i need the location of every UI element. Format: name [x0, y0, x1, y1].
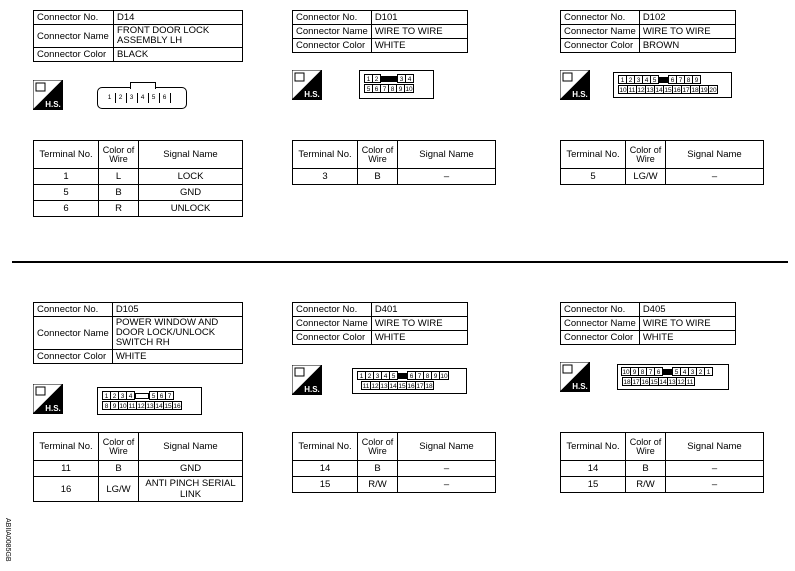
terminal-pin: 19 — [700, 87, 708, 94]
connector-face-d101 — [359, 70, 434, 99]
hs-icon — [560, 362, 590, 392]
terminal-pin: 10 — [440, 373, 448, 380]
terminal-pin: 5 — [672, 367, 681, 376]
wire-cell: B — [358, 461, 398, 477]
wire-cell: R/W — [626, 477, 666, 493]
connector-no-label: Connector No. — [561, 303, 640, 317]
terminal-pin: 4 — [126, 391, 135, 400]
connector-no-label: Connector No. — [293, 11, 372, 25]
terminal-cell: 16 — [34, 477, 99, 502]
color-of-wire-header: Color of Wire — [99, 433, 139, 461]
connector-color-label: Connector Color — [293, 39, 372, 53]
connector-color-value: WHITE — [371, 331, 467, 345]
connector-color-label: Connector Color — [293, 331, 372, 345]
connector-no-value: D405 — [639, 303, 735, 317]
connector-no-label: Connector No. — [34, 303, 113, 317]
terminal-pin: 15 — [650, 379, 658, 386]
hs-icon — [292, 70, 322, 100]
terminal-pin: 2 — [115, 93, 127, 103]
svg-text:H.S.: H.S. — [304, 90, 320, 99]
color-of-wire-header: Color of Wire — [99, 141, 139, 169]
terminal-pin: 7 — [380, 84, 389, 93]
signal-table-d105 — [33, 432, 243, 502]
terminal-no-header: Terminal No. — [561, 433, 626, 461]
connector-d401-info — [292, 302, 468, 345]
connector-color-label: Connector Color — [34, 48, 114, 62]
connector-name-value: WIRE TO WIRE — [639, 25, 735, 39]
connector-color-label: Connector Color — [34, 350, 113, 364]
terminal-pin: 8 — [423, 371, 432, 380]
signal-name-header: Signal Name — [398, 141, 496, 169]
terminal-pin: 12 — [137, 403, 145, 410]
connector-name-label: Connector Name — [34, 317, 113, 350]
terminal-pin: 17 — [632, 379, 640, 386]
terminal-pin: 13 — [146, 403, 154, 410]
signal-cell: GND — [139, 461, 243, 477]
terminal-pin: 1 — [102, 391, 111, 400]
terminal-pin: 6 — [668, 75, 677, 84]
signal-table-d101 — [292, 140, 496, 185]
terminal-pin: 2 — [365, 371, 374, 380]
connector-name-value: WIRE TO WIRE — [371, 25, 467, 39]
table-row — [293, 461, 496, 477]
terminal-pin: 13 — [668, 379, 676, 386]
signal-cell: – — [398, 169, 496, 185]
signal-cell: UNLOCK — [139, 201, 243, 217]
connector-no-value: D14 — [114, 11, 243, 25]
wire-cell: B — [99, 185, 139, 201]
signal-name-header: Signal Name — [139, 433, 243, 461]
terminal-pin: 18 — [691, 87, 699, 94]
connector-color-label: Connector Color — [561, 39, 640, 53]
section-divider — [12, 261, 788, 263]
terminal-pin: 7 — [415, 371, 424, 380]
terminal-cell: 1 — [34, 169, 99, 185]
terminal-cell: 15 — [293, 477, 358, 493]
terminal-pin: 5 — [148, 93, 160, 103]
signal-cell: ANTI PINCH SERIAL LINK — [139, 477, 243, 502]
terminal-pin: 10 — [622, 369, 630, 376]
terminal-pin: 16 — [641, 379, 649, 386]
terminal-pin: 6 — [157, 391, 166, 400]
terminal-pin: 12 — [637, 87, 645, 94]
terminal-pin: 12 — [371, 383, 379, 390]
terminal-pin: 9 — [431, 371, 440, 380]
terminal-pin: 4 — [381, 371, 390, 380]
terminal-pin: 15 — [398, 383, 406, 390]
terminal-pin: 3 — [634, 75, 643, 84]
terminal-no-header: Terminal No. — [34, 433, 99, 461]
connector-color-value: WHITE — [639, 331, 735, 345]
terminal-pin: 4 — [137, 93, 149, 103]
terminal-pin: 11 — [686, 379, 694, 386]
terminal-pin: 18 — [425, 383, 433, 390]
terminal-pin: 14 — [655, 87, 663, 94]
terminal-pin: 5 — [389, 371, 398, 380]
signal-cell: – — [666, 477, 764, 493]
terminal-pin: 6 — [159, 93, 171, 103]
terminal-pin: 8 — [388, 84, 397, 93]
svg-text:H.S.: H.S. — [45, 100, 61, 109]
terminal-pin: 6 — [654, 367, 663, 376]
connector-name-label: Connector Name — [561, 25, 640, 39]
terminal-pin: 9 — [396, 84, 405, 93]
svg-text:H.S.: H.S. — [572, 90, 588, 99]
terminal-pin: 5 — [149, 391, 158, 400]
table-row — [561, 461, 764, 477]
terminal-cell: 6 — [34, 201, 99, 217]
terminal-pin: 13 — [646, 87, 654, 94]
terminal-pin: 10 — [619, 87, 627, 94]
terminal-cell: 11 — [34, 461, 99, 477]
terminal-pin: 2 — [372, 74, 381, 83]
connector-name-label: Connector Name — [561, 317, 640, 331]
signal-name-header: Signal Name — [666, 141, 764, 169]
signal-cell: LOCK — [139, 169, 243, 185]
connector-color-value: BROWN — [639, 39, 735, 53]
terminal-pin: 2 — [696, 367, 705, 376]
hs-icon — [33, 80, 63, 110]
terminal-pin: 9 — [692, 75, 701, 84]
terminal-pin: 17 — [682, 87, 690, 94]
terminal-pin: 8 — [684, 75, 693, 84]
wire-cell: L — [99, 169, 139, 185]
terminal-pin: 3 — [126, 93, 138, 103]
terminal-pin: 9 — [110, 401, 119, 410]
connector-color-value: BLACK — [114, 48, 243, 62]
connector-face-d401 — [352, 368, 467, 394]
terminal-pin: 1 — [704, 367, 713, 376]
connector-color-label: Connector Color — [561, 331, 640, 345]
terminal-pin: 7 — [676, 75, 685, 84]
connector-d405-info — [560, 302, 736, 345]
connector-name-value: WIRE TO WIRE — [639, 317, 735, 331]
terminal-pin: 16 — [173, 403, 181, 410]
terminal-pin: 3 — [373, 371, 382, 380]
connector-no-value: D105 — [112, 303, 242, 317]
terminal-pin: 5 — [364, 84, 373, 93]
connector-face-d405 — [617, 364, 729, 390]
table-row — [34, 461, 243, 477]
connector-no-value: D101 — [371, 11, 467, 25]
connector-face-d102 — [613, 72, 732, 98]
table-row — [34, 185, 243, 201]
wire-cell: LG/W — [626, 169, 666, 185]
color-of-wire-header: Color of Wire — [358, 433, 398, 461]
terminal-pin: 10 — [405, 86, 413, 93]
terminal-pin: 13 — [380, 383, 388, 390]
terminal-pin: 8 — [102, 401, 111, 410]
terminal-pin: 9 — [630, 367, 639, 376]
terminal-cell: 14 — [293, 461, 358, 477]
connector-face-d105 — [97, 387, 202, 415]
signal-table-d401 — [292, 432, 496, 493]
signal-name-header: Signal Name — [139, 141, 243, 169]
signal-table-d102 — [560, 140, 764, 185]
signal-cell: – — [398, 477, 496, 493]
terminal-pin: 15 — [664, 87, 672, 94]
terminal-pin: 14 — [389, 383, 397, 390]
figure-code: ABIIA0085GB — [4, 518, 11, 562]
hs-icon — [560, 70, 590, 100]
connector-no-label: Connector No. — [34, 11, 114, 25]
connector-no-label: Connector No. — [561, 11, 640, 25]
terminal-pin: 4 — [405, 74, 414, 83]
connector-name-value: POWER WINDOW AND DOOR LOCK/UNLOCK SWITCH RH — [112, 317, 242, 350]
terminal-pin: 1 — [364, 74, 373, 83]
terminal-cell: 5 — [561, 169, 626, 185]
signal-cell: – — [666, 461, 764, 477]
connector-lock-tab — [134, 391, 150, 400]
terminal-pin: 8 — [638, 367, 647, 376]
terminal-pin: 4 — [680, 367, 689, 376]
terminal-pin: 11 — [128, 403, 136, 410]
terminal-pin: 7 — [165, 391, 174, 400]
terminal-cell: 5 — [34, 185, 99, 201]
wire-cell: R — [99, 201, 139, 217]
terminal-cell: 14 — [561, 461, 626, 477]
connector-name-value: FRONT DOOR LOCK ASSEMBLY LH — [114, 25, 243, 48]
connector-color-value: WHITE — [112, 350, 242, 364]
table-row — [34, 201, 243, 217]
connector-d102-info — [560, 10, 736, 53]
terminal-pin: 5 — [650, 75, 659, 84]
connector-lock-tab — [380, 74, 398, 83]
table-row — [293, 169, 496, 185]
terminal-pin: 3 — [118, 391, 127, 400]
color-of-wire-header: Color of Wire — [358, 141, 398, 169]
signal-table-d405 — [560, 432, 764, 493]
wire-cell: R/W — [358, 477, 398, 493]
table-row — [34, 169, 243, 185]
color-of-wire-header: Color of Wire — [626, 433, 666, 461]
terminal-no-header: Terminal No. — [293, 433, 358, 461]
connector-no-value: D102 — [639, 11, 735, 25]
connector-no-value: D401 — [371, 303, 467, 317]
connector-face-d14 — [97, 87, 187, 109]
terminal-cell: 15 — [561, 477, 626, 493]
terminal-pin: 3 — [397, 74, 406, 83]
terminal-pin: 11 — [362, 383, 370, 390]
connector-name-value: WIRE TO WIRE — [371, 317, 467, 331]
terminal-pin: 3 — [688, 367, 697, 376]
signal-name-header: Signal Name — [666, 433, 764, 461]
signal-cell: – — [666, 169, 764, 185]
connector-d105-info — [33, 302, 243, 364]
terminal-pin: 2 — [626, 75, 635, 84]
terminal-no-header: Terminal No. — [34, 141, 99, 169]
hs-icon — [292, 365, 322, 395]
table-row — [561, 477, 764, 493]
wire-cell: B — [99, 461, 139, 477]
signal-cell: GND — [139, 185, 243, 201]
terminal-cell: 3 — [293, 169, 358, 185]
terminal-pin: 1 — [357, 371, 366, 380]
color-of-wire-header: Color of Wire — [626, 141, 666, 169]
table-row — [34, 477, 243, 502]
connector-d14-info — [33, 10, 243, 62]
connector-d101-info — [292, 10, 468, 53]
terminal-pin: 15 — [164, 403, 172, 410]
terminal-pin: 1 — [104, 93, 116, 103]
terminal-pin: 12 — [677, 379, 685, 386]
svg-text:H.S.: H.S. — [572, 382, 588, 391]
terminal-pin: 6 — [372, 84, 381, 93]
connector-name-label: Connector Name — [293, 25, 372, 39]
terminal-pin: 2 — [110, 391, 119, 400]
connector-no-label: Connector No. — [293, 303, 372, 317]
connector-color-value: WHITE — [371, 39, 467, 53]
wire-cell: B — [626, 461, 666, 477]
terminal-no-header: Terminal No. — [293, 141, 358, 169]
terminal-pin: 4 — [642, 75, 651, 84]
signal-cell: – — [398, 461, 496, 477]
signal-name-header: Signal Name — [398, 433, 496, 461]
wire-cell: B — [358, 169, 398, 185]
wire-cell: LG/W — [99, 477, 139, 502]
terminal-pin: 10 — [119, 403, 127, 410]
connector-name-label: Connector Name — [34, 25, 114, 48]
table-row — [561, 169, 764, 185]
terminal-pin: 1 — [618, 75, 627, 84]
terminal-pin: 7 — [646, 367, 655, 376]
table-row — [293, 477, 496, 493]
terminal-no-header: Terminal No. — [561, 141, 626, 169]
terminal-pin: 16 — [407, 383, 415, 390]
terminal-pin: 20 — [709, 87, 717, 94]
terminal-pin: 6 — [407, 371, 416, 380]
signal-table-d14 — [33, 140, 243, 217]
hs-icon — [33, 384, 63, 414]
connector-name-label: Connector Name — [293, 317, 372, 331]
terminal-pin: 16 — [673, 87, 681, 94]
terminal-pin: 17 — [416, 383, 424, 390]
terminal-pin: 14 — [155, 403, 163, 410]
svg-text:H.S.: H.S. — [304, 385, 320, 394]
svg-text:H.S.: H.S. — [45, 404, 61, 413]
terminal-pin: 11 — [628, 87, 636, 94]
terminal-pin: 14 — [659, 379, 667, 386]
terminal-pin: 18 — [623, 379, 631, 386]
